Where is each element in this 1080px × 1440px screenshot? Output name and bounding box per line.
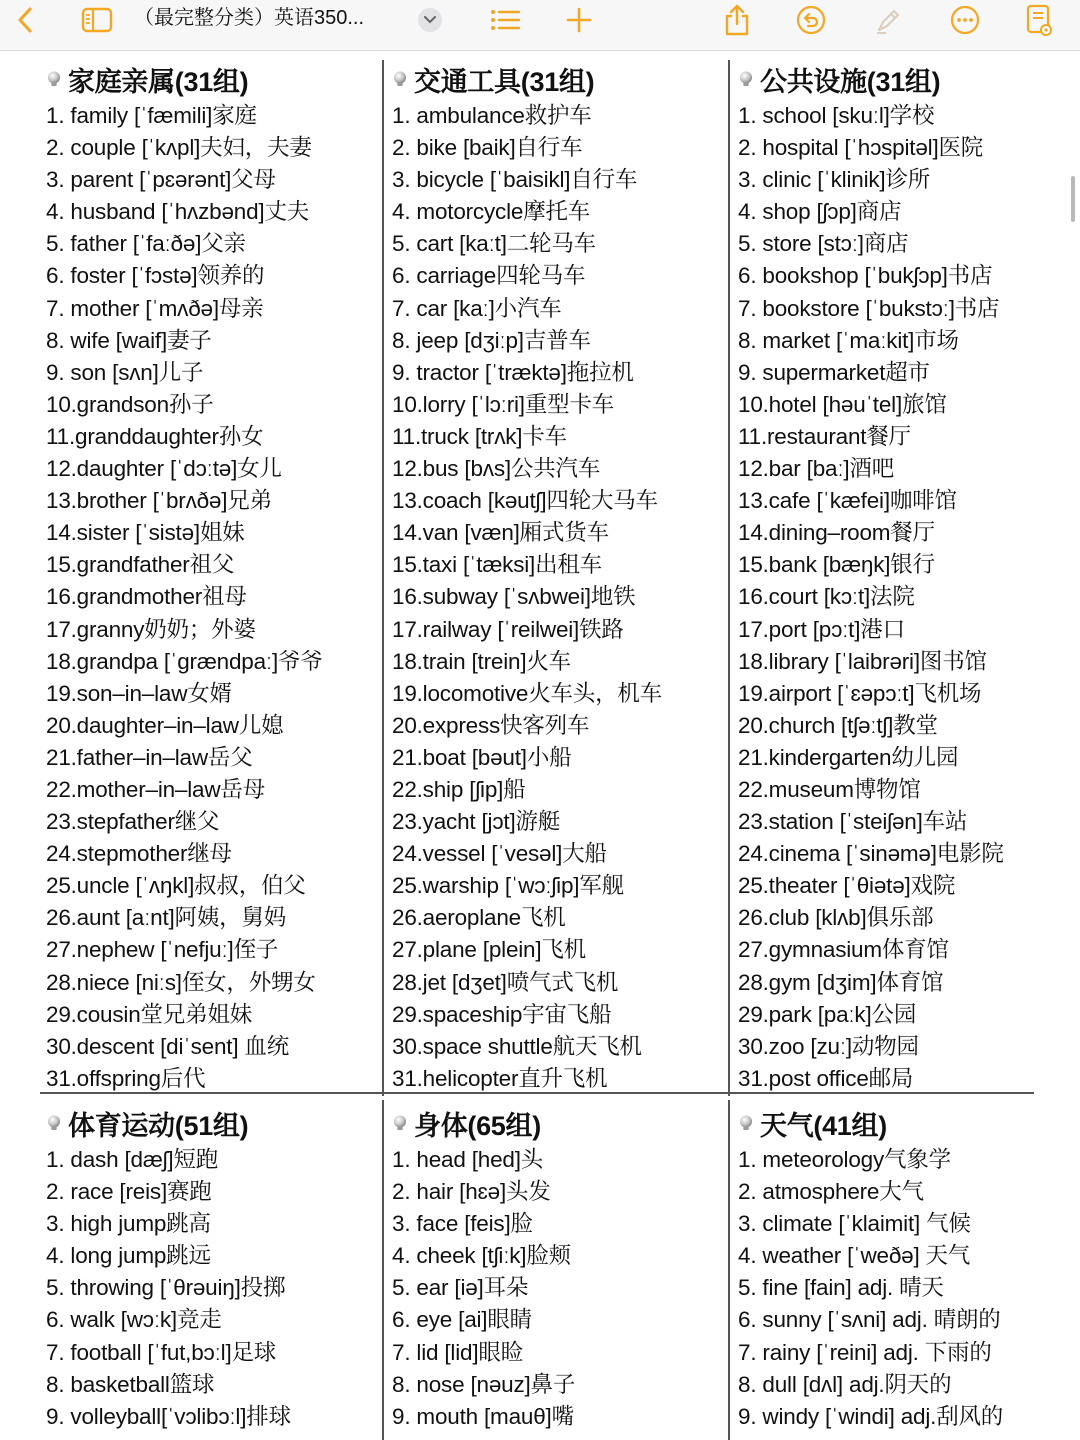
word-entry: 8. dull [dʌl] adj.阴天的 (738, 1371, 952, 1397)
word-entry: 9. windy [ˈwindi] adj.刮风的 (738, 1403, 1004, 1429)
bulb-icon (46, 71, 62, 87)
word-entry: 31.post office邮局 (738, 1065, 914, 1091)
word-entry: 30.descent [diˈsent] 血统 (46, 1033, 290, 1059)
section-title: 公共设施(31组) (760, 66, 941, 97)
word-list (738, 100, 1078, 1095)
word-entry: 24.vessel [ˈvesəl]大船 (392, 841, 607, 867)
section-header (392, 1102, 732, 1144)
word-entry: 25.uncle [ˈʌŋkl]叔叔，伯父 (46, 873, 306, 899)
list-icon[interactable] (488, 0, 522, 40)
note-content (0, 56, 1080, 1440)
word-entry: 10.lorry [ˈlɔːri]重型卡车 (392, 391, 615, 417)
word-entry: 27.gymnasium体育馆 (738, 937, 949, 963)
document-title[interactable]: （最完整分类）英语350... (134, 7, 365, 29)
word-entry: 9. volleyball[ˈvɔlibɔːl]排球 (46, 1403, 291, 1429)
section-title: 天气(41组) (760, 1110, 887, 1141)
word-section (46, 1102, 386, 1433)
word-entry: 19.son–in–law女婿 (46, 680, 232, 706)
word-entry: 15.grandfather祖父 (46, 552, 235, 578)
section-header (392, 58, 732, 100)
word-entry: 3. bicycle [ˈbaisikl]自行车 (392, 167, 638, 193)
word-entry: 28.niece [niːs]侄女，外甥女 (46, 969, 316, 995)
word-entry: 1. ambulance救护车 (392, 103, 592, 128)
section-header (738, 58, 1078, 100)
back-chevron-icon[interactable] (10, 0, 40, 40)
word-entry: 16.court [kɔːt]法院 (738, 584, 915, 610)
word-entry: 29.spaceship宇宙飞船 (392, 1001, 612, 1027)
word-entry: 31.offspring后代 (46, 1065, 206, 1091)
word-entry: 1. school [skuːl]学校 (738, 103, 935, 128)
word-entry: 15.taxi [ˈtæksi]出租车 (392, 552, 602, 578)
word-entry: 6. sunny [ˈsʌni] adj. 晴朗的 (738, 1307, 1001, 1333)
word-entry: 18.library [ˈlaibrəri]图书馆 (738, 648, 987, 674)
word-entry: 8. nose [nəuz]鼻子 (392, 1371, 576, 1397)
word-section (46, 58, 386, 1095)
word-entry: 9. son [sʌn]儿子 (46, 359, 204, 385)
word-entry: 12.bar [baː]酒吧 (738, 456, 895, 482)
word-entry: 30.space shuttle航天飞机 (392, 1033, 642, 1059)
word-section (738, 58, 1078, 1095)
bulb-icon (46, 1115, 62, 1131)
word-entry: 4. shop [ʃɔp]商店 (738, 199, 902, 225)
word-entry: 17.railway [ˈreilwei]铁路 (392, 616, 624, 642)
bulb-icon (392, 71, 408, 87)
word-entry: 3. clinic [ˈklinik]诊所 (738, 167, 931, 193)
word-entry: 4. long jump跳远 (46, 1243, 211, 1269)
scroll-indicator[interactable] (1071, 176, 1075, 222)
word-entry: 2. race [reis]赛跑 (46, 1179, 212, 1205)
word-section (738, 1102, 1078, 1433)
word-entry: 26.aeroplane飞机 (392, 905, 566, 931)
word-entry: 12.daughter [ˈdɔːtə]女儿 (46, 456, 282, 482)
word-entry: 15.bank [bæŋk]银行 (738, 552, 935, 578)
word-entry: 2. bike [baik]自行车 (392, 135, 583, 161)
word-entry: 23.yacht [jɔt]游艇 (392, 809, 561, 835)
section-title: 体育运动(51组) (68, 1110, 249, 1141)
bulb-icon (738, 71, 754, 87)
word-entry: 24.stepmother继母 (46, 841, 232, 867)
word-entry: 4. husband [ˈhʌzbənd]丈夫 (46, 199, 310, 225)
word-entry: 2. atmosphere大气 (738, 1179, 924, 1205)
word-entry: 22.ship [ʃip]船 (392, 776, 526, 802)
sidebar-icon[interactable] (80, 0, 114, 40)
word-entry: 1. dash [dæʃ]短跑 (46, 1147, 219, 1172)
note-view-icon[interactable] (1022, 0, 1056, 40)
word-entry: 19.locomotive火车头，机车 (392, 680, 663, 706)
word-entry: 30.zoo [zuː]动物园 (738, 1033, 919, 1059)
word-entry: 25.theater [ˈθiətə]戏院 (738, 873, 956, 899)
word-entry: 9. mouth [mauθ]嘴 (392, 1403, 574, 1429)
section-header (46, 58, 386, 100)
word-entry: 4. weather [ˈweðə] 天气 (738, 1243, 971, 1269)
chevron-down-icon[interactable] (418, 8, 442, 32)
word-entry: 3. high jump跳高 (46, 1211, 211, 1237)
plus-icon[interactable] (562, 0, 596, 40)
word-entry: 12.bus [bʌs]公共汽车 (392, 456, 601, 482)
word-entry: 20.express快客列车 (392, 712, 590, 738)
word-entry: 2. hospital [ˈhɔspitəl]医院 (738, 135, 984, 161)
word-entry: 31.helicopter直升飞机 (392, 1065, 608, 1091)
word-entry: 5. ear [iə]耳朵 (392, 1275, 529, 1301)
word-entry: 6. eye [ai]眼睛 (392, 1307, 532, 1333)
word-entry: 22.mother–in–law岳母 (46, 776, 266, 802)
word-entry: 6. walk [wɔːk]竞走 (46, 1307, 222, 1333)
word-entry: 11.truck [trʌk]卡车 (392, 423, 567, 449)
word-entry: 21.kindergarten幼儿园 (738, 744, 959, 770)
word-list (738, 1144, 1078, 1433)
word-entry: 8. jeep [dʒiːp]吉普车 (392, 327, 591, 353)
word-section (392, 58, 732, 1095)
bulb-icon (738, 1115, 754, 1131)
word-entry: 17.port [pɔːt]港口 (738, 616, 905, 642)
word-section (392, 1102, 732, 1433)
word-entry: 9. tractor [ˈtræktə]拖拉机 (392, 359, 634, 385)
word-entry: 13.cafe [ˈkæfei]咖啡馆 (738, 488, 957, 514)
word-entry: 26.club [klʌb]俱乐部 (738, 905, 934, 931)
word-entry: 18.grandpa [ˈgrændpaː]爷爷 (46, 648, 323, 674)
undo-icon[interactable] (794, 0, 828, 40)
word-entry: 20.church [tʃəːtʃ]教堂 (738, 712, 938, 738)
word-list (392, 1144, 732, 1433)
word-entry: 6. foster [ˈfɔstə]领养的 (46, 263, 265, 289)
word-entry: 21.father–in–law岳父 (46, 744, 253, 770)
word-entry: 10.hotel [həuˈtel]旅馆 (738, 391, 947, 417)
word-entry: 6. carriage四轮马车 (392, 263, 586, 289)
word-list (46, 100, 386, 1095)
word-entry: 29.cousin堂兄弟姐妹 (46, 1001, 253, 1027)
bulb-icon (392, 1115, 408, 1131)
word-entry: 27.plane [plein]飞机 (392, 937, 587, 963)
word-entry: 5. cart [kaːt]二轮马车 (392, 231, 596, 257)
word-entry: 13.coach [kəutʃ]四轮大马车 (392, 488, 658, 514)
word-entry: 5. fine [fain] adj. 晴天 (738, 1275, 944, 1301)
word-entry: 7. football [ˈfut,bɔːl]足球 (46, 1339, 277, 1365)
word-entry: 2. hair [hɛə]头发 (392, 1179, 551, 1205)
word-entry: 9. supermarket超市 (738, 359, 930, 385)
word-entry: 7. bookstore [ˈbukstɔː]书店 (738, 295, 1000, 321)
word-entry: 27.nephew [ˈnefjuː]侄子 (46, 937, 279, 963)
word-entry: 14.van [væn]厢式货车 (392, 520, 609, 546)
share-icon[interactable] (720, 0, 754, 40)
section-title: 身体(65组) (414, 1110, 541, 1141)
section-header (738, 1102, 1078, 1144)
word-entry: 7. car [kaː]小汽车 (392, 295, 562, 321)
word-entry: 1. family [ˈfæmili]家庭 (46, 103, 257, 128)
word-entry: 7. lid [lid]眼睑 (392, 1339, 523, 1365)
word-entry: 3. parent [ˈpɛərənt]父母 (46, 167, 276, 193)
section-header (46, 1102, 386, 1144)
word-entry: 5. throwing [ˈθrəuiŋ]投掷 (46, 1275, 286, 1301)
word-entry: 11.granddaughter孙女 (46, 423, 264, 449)
word-entry: 17.granny奶奶；外婆 (46, 616, 256, 642)
word-entry: 16.grandmother祖母 (46, 584, 247, 610)
word-entry: 18.train [trein]火车 (392, 648, 571, 674)
word-entry: 28.jet [dʒet]喷气式飞机 (392, 969, 619, 995)
word-entry: 23.stepfather继父 (46, 809, 220, 835)
word-entry: 7. mother [ˈmʌðə]母亲 (46, 295, 264, 321)
word-entry: 3. climate [ˈklaimit] 气候 (738, 1211, 971, 1237)
word-entry: 10.grandson孙子 (46, 391, 214, 417)
word-entry: 8. market [ˈmaːkit]市场 (738, 327, 959, 353)
word-entry: 5. father [ˈfaːðə]父亲 (46, 231, 246, 257)
word-entry: 2. couple [ˈkʌpl]夫妇，夫妻 (46, 135, 312, 161)
word-entry: 21.boat [bəut]小船 (392, 744, 572, 770)
word-entry: 24.cinema [ˈsinəmə]电影院 (738, 841, 1004, 867)
word-entry: 19.airport [ˈɛəpɔːt]飞机场 (738, 680, 982, 706)
word-entry: 4. motorcycle摩托车 (392, 199, 591, 225)
word-entry: 13.brother [ˈbrʌðə]兄弟 (46, 488, 272, 514)
word-entry: 8. basketball篮球 (46, 1371, 215, 1397)
word-entry: 26.aunt [aːnt]阿姨，舅妈 (46, 905, 287, 931)
section-title: 交通工具(31组) (414, 66, 595, 97)
word-entry: 7. rainy [ˈreini] adj. 下雨的 (738, 1339, 992, 1365)
word-entry: 11.restaurant餐厅 (738, 423, 911, 449)
word-entry: 23.station [ˈsteiʃən]车站 (738, 809, 968, 835)
word-list (392, 100, 732, 1095)
word-entry: 1. head [hed]头 (392, 1147, 544, 1172)
word-list (46, 1144, 386, 1433)
word-entry: 1. meteorology气象学 (738, 1147, 951, 1172)
word-entry: 8. wife [waif]妻子 (46, 327, 212, 353)
word-entry: 14.sister [ˈsistə]姐妹 (46, 520, 245, 546)
word-entry: 5. store [stɔː]商店 (738, 231, 909, 257)
word-entry: 28.gym [dʒim]体育馆 (738, 969, 944, 995)
section-title: 家庭亲属(31组) (68, 66, 249, 97)
word-entry: 16.subway [ˈsʌbwei]地铁 (392, 584, 636, 610)
word-entry: 22.museum博物馆 (738, 776, 921, 802)
word-entry: 14.dining–room餐厅 (738, 520, 935, 546)
markup-pen-icon[interactable] (872, 0, 906, 40)
word-entry: 3. face [feis]脸 (392, 1211, 533, 1237)
toolbar (0, 0, 1080, 51)
more-icon[interactable] (948, 0, 982, 40)
word-entry: 4. cheek [tʃiːk]脸颊 (392, 1243, 571, 1269)
word-entry: 6. bookshop [ˈbukʃɔp]书店 (738, 263, 993, 289)
word-entry: 20.daughter–in–law儿媳 (46, 712, 284, 738)
word-entry: 25.warship [ˈwɔːʃip]军舰 (392, 873, 624, 899)
word-entry: 29.park [paːk]公园 (738, 1001, 917, 1027)
